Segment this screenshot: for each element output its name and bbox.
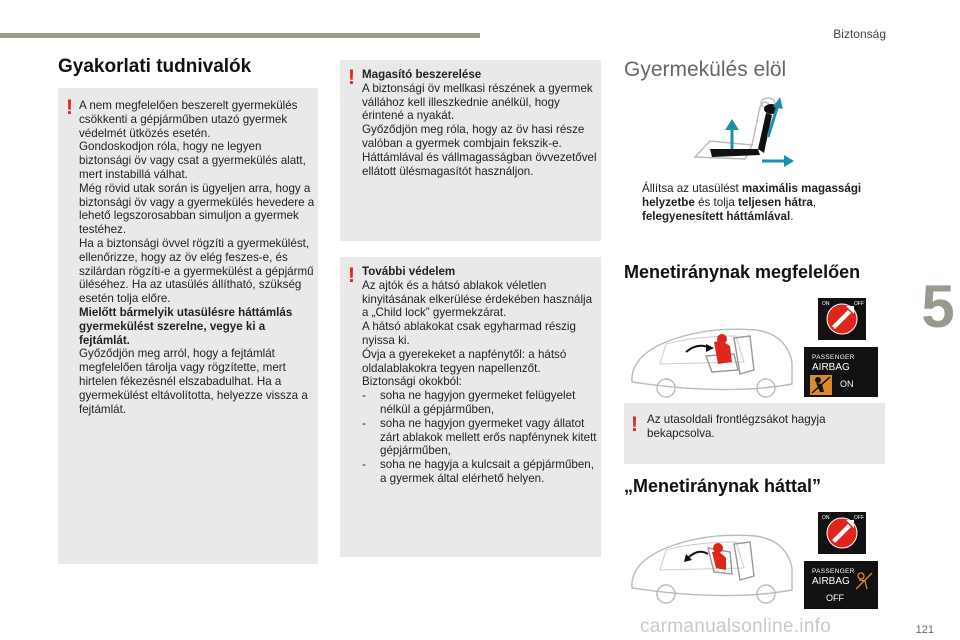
instruction-part: .: [790, 210, 794, 223]
instruction-part: és tolja: [694, 196, 739, 209]
extra-protection-title: További védelem: [362, 265, 456, 278]
warning-icon: !: [66, 96, 73, 119]
sticker-off-text: OFF: [854, 301, 864, 307]
panel-line2: AIRBAG: [812, 362, 850, 373]
airbag-off-person-icon: [854, 571, 874, 591]
sticker-on-text: ON: [822, 301, 830, 307]
front-airbag-warning-text: Az utasoldali frontlégzsákot hagyja bekapcsolva.: [647, 413, 826, 440]
booster-text: [362, 68, 598, 178]
warning-icon: !: [631, 413, 638, 436]
chapter-number: 5: [921, 272, 955, 340]
left-warning-text: [79, 99, 315, 416]
forward-facing-heading: Menetiránynak megfelelően: [624, 262, 861, 282]
instruction-bold: maximális magassági helyzetbe: [642, 182, 862, 209]
booster-title: Magasító beszerelése: [362, 68, 482, 81]
extra-paragraph: Az ajtók és a hátsó ablakok véletlen kinyitásának elkerülése érdekében használja a „Child lock” gyermekzárat.: [362, 278, 593, 320]
warning-icon: !: [348, 264, 355, 287]
section-label: Biztonság: [833, 27, 886, 41]
front-child-seat-title: Gyermekülés elöl: [624, 58, 787, 81]
instruction-part: Állítsa az utasülést: [642, 182, 742, 195]
pointer-icon: [624, 182, 642, 224]
dash-item: - soha ne hagyjon gyermeket felügyelet nélkül a gépjárműben,: [362, 389, 598, 417]
airbag-on-indicator: [804, 347, 878, 397]
forward-facing-car-illustration: [626, 312, 798, 402]
seat-instruction: [624, 182, 884, 224]
booster-paragraph: Háttámlával és vállmagasságban övvezetővel ellátott ülésmagasítót használjon.: [362, 150, 597, 178]
sticker-on-text: ON: [822, 515, 830, 521]
panel-state: ON: [840, 379, 854, 389]
dash-item: - soha ne hagyja a kulcsait a gépjárműben, a gyermek által elérhető helyen.: [362, 458, 598, 486]
left-paragraph: A nem megfelelően beszerelt gyermekülés csökkenti a gépjárműben utazó gyermek védelmét ütközés esetén.: [79, 99, 298, 140]
header-rule: [0, 33, 480, 38]
rear-facing-heading: „Menetiránynak háttal”: [624, 476, 822, 496]
airbag-label-sticker: [818, 298, 866, 340]
rear-facing-car-illustration: [626, 518, 798, 608]
page-number: 121: [915, 624, 934, 636]
left-paragraph: Gondoskodjon róla, hogy ne legyen biztonsági öv vagy csat a gyermekülés alatt, mert instabillá válhat.: [79, 140, 306, 181]
left-paragraph: Győződjön meg arról, hogy a fejtámlát megfelelően tárolja vagy rögzítette, mert hirtelen fékezésnél elszabadulhat. Ha a gyermekülést eltávolította, helyezze vissza a fejtámlát.: [79, 347, 308, 416]
seat-adjustment-illustration: [690, 97, 795, 169]
watermark: carmanualsonline.info: [640, 616, 832, 637]
sticker-off-text: OFF: [854, 515, 864, 521]
extra-paragraph: Biztonsági okokból:: [362, 375, 462, 389]
chapter-tab: [916, 258, 960, 354]
extra-paragraph: A hátsó ablakokat csak egyharmad részig nyissa ki.: [362, 320, 576, 347]
left-heading: Gyakorlati tudnivalók: [58, 56, 252, 77]
dash-item: - soha ne hagyjon gyermeket vagy állatot zárt ablakok mellett erős napfénynek kitett gépjárműben,: [362, 416, 597, 458]
airbag-person-icon: [810, 375, 832, 395]
extra-paragraph: Óvja a gyerekeket a napfénytől: a hátsó oldalablakokra tegyen napellenzőt.: [362, 347, 567, 375]
booster-paragraph: Győződjön meg róla, hogy az öv hasi része valóban a gyermek combjain fekszik-e.: [362, 123, 585, 150]
dash-item-text: soha ne hagyja a kulcsait a gépjárműben, a gyermek által elérhető helyen.: [380, 458, 594, 485]
panel-line1: PASSENGER: [812, 354, 855, 361]
left-bold-paragraph: Mielőtt bármelyik utasülésre háttámlás gyermekülést szerelne, vegye ki a fejtámlát.: [79, 305, 293, 347]
instruction-part: ,: [812, 196, 817, 209]
left-paragraph: Még rövid utak során is ügyeljen arra, hogy a biztonsági öv vagy a gyermekülés hevedere a lehető legszorosabban simuljon a gyermek testéhez.: [79, 181, 315, 237]
extra-protection-text: [362, 265, 598, 486]
dash-item-text: soha ne hagyjon gyermeket vagy állatot zárt ablakok mellett erős napfénynek kitett gépjárműben,: [380, 416, 597, 458]
instruction-bold: teljesen hátra: [738, 196, 813, 209]
warning-icon: !: [348, 66, 355, 89]
left-paragraph: Ha a biztonsági övvel rögzíti a gyermekülést, ellenőrizze, hogy az öv elég feszes-e, és szilárdan rögzíti-e a gyermekülést a gépjármű üléséhez. Ha az utasülés állítható, szükség esetén tolja előre.: [79, 236, 314, 306]
booster-paragraph: A biztonsági öv mellkasi részének a gyermek vállához kell illeszkednie anélkül, hogy érintené a nyakát.: [362, 81, 593, 123]
airbag-label-sticker: [818, 512, 866, 554]
seat-instruction-text: [642, 182, 884, 224]
dash-item-text: soha ne hagyjon gyermeket felügyelet nélkül a gépjárműben,: [380, 389, 576, 416]
instruction-bold: felegyenesített háttámlával: [642, 210, 791, 223]
panel-state: OFF: [826, 593, 844, 603]
panel-line2: AIRBAG: [812, 576, 850, 587]
airbag-off-indicator: [804, 561, 878, 609]
panel-line1: PASSENGER: [812, 568, 855, 575]
